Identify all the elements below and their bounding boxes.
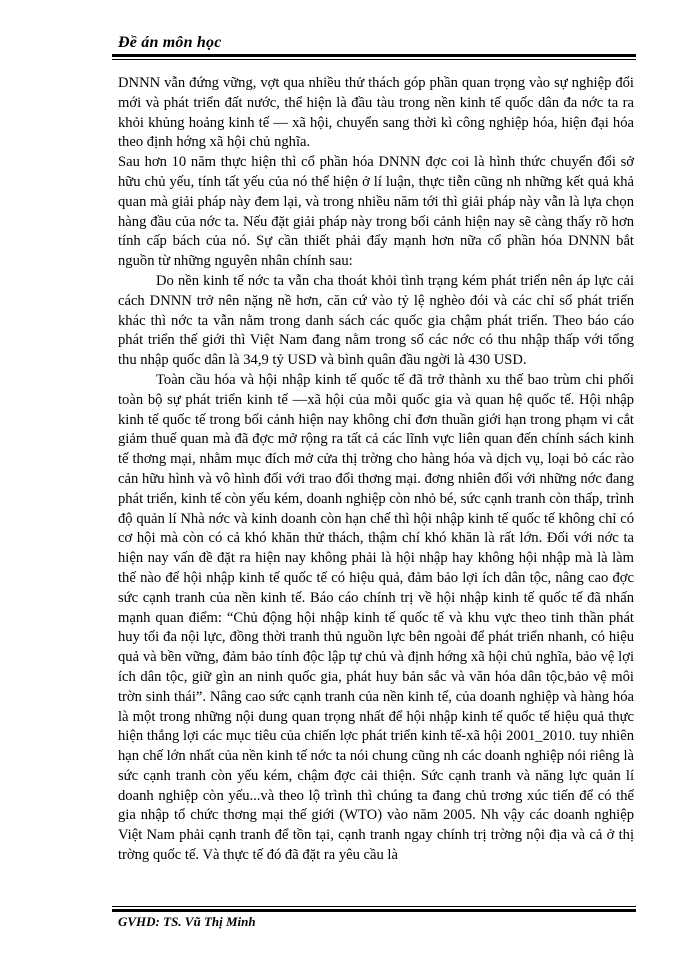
header-rule-thin: [112, 59, 636, 60]
paragraph-2: Sau hơn 10 năm thực hiện thì cổ phần hóa DNNN đợc coi là hình thức chuyển đổi sở hữu chủ yếu, tính tất yếu của nó thể hiện ở lí luận, thực tiễn cũng nh những kết quả khả quan mà giải pháp này đem lại, và trong nhiều năm tới thì giải pháp này vẫn là lựa chọn hàng đầu của nớc ta. Nếu đặt giải pháp này trong bối cảnh hiện nay sẽ càng thấy rõ hơn tính cấp bách của nó. Sự cần thiết phải đẩy mạnh hơn nữa cổ phần hóa DNNN bắt nguồn từ những nguyên nhân chính sau:: [118, 154, 634, 270]
footer-rule-thin: [112, 906, 636, 907]
paragraph-3: Do nền kinh tế nớc ta vẫn cha thoát khỏi tình trạng kém phát triển nên áp lực cải cách DNNN trở nên nặng nề hơn, căn cứ vào tỷ lệ nghèo đói và các chỉ số phát triển khác thì nớc ta vẫn nằm trong danh sách các quốc gia chậm phát triển. Theo báo cáo phát triển thế giới thì Việt Nam đang nằm trong số các nớc có thu nhập thấp với tổng thu nhập quốc dân là 34,9 tỷ USD và bình quân đầu ngời là 430 USD.: [118, 272, 634, 369]
page-header-title: Đề án môn học: [118, 34, 222, 51]
paragraph-4: Toàn cầu hóa và hội nhập kinh tế quốc tế đã trở thành xu thế bao trùm chi phối toàn bộ sự phát triển kinh tế —xã hội của mỗi quốc gia và quan hệ quốc tế. Hội nhập kinh tế quốc tế trong bối cảnh hiện nay không chỉ đơn thuần giới hạn trong phạm vi cắt giảm thuế quan mà đã đợc mở rộng ra tất cả các lĩnh vực liên quan đến chính sách kinh tế thơng mại, nhằm mục đích mở cửa thị trờng cho hàng hóa và dịch vụ, loại bỏ các rào cản hữu hình và vô hình đối với trao đổi thơng mại. đơng nhiên đối với những nớc đang phát triển, kinh tế còn yếu kém, doanh nghiệp còn nhỏ bé, sức cạnh tranh còn thấp, trình độ quản lí Nhà nớc và kinh doanh còn hạn chế thì hội nhập kinh tế quốc tế không chỉ có cơ hội mà còn có cả khó khăn thử thách, thậm chí khó khăn là rất lớn. Đối với nớc ta hiện nay vấn đề đặt ra hiện nay không phải là hội nhập hay không hội nhập mà là làm thế nào để hội nhập kinh tế quốc tế có hiệu quả, đảm bảo lợi ích dân tộc, nâng cao đợc sức cạnh tranh của nền kinh tế. Báo cáo chính trị về hội nhập kinh tế quốc tế đã nhấn mạnh quan điểm: “Chủ động hội nhập kinh tế quốc tế và khu vực theo tinh thần phát huy tối đa nội lực, đồng thời tranh thủ nguồn lực bên ngoài để phát triển nhanh, có hiệu quả và bền vững, đảm bảo tính độc lập tự chủ và định hớng xã hội chủ nghĩa, bảo vệ lợi ích dân tộc, giữ gìn an ninh quốc gia, phát huy bản sắc và văn hóa dân tộc,bảo vệ môi trờn sinh thái”. Nâng cao sức cạnh tranh của nền kinh tế, của doanh nghiệp và hàng hóa là một trong những nội dung quan trọng nhất để hội nhập kinh tế quốc tế hiệu quả thực hiện thắng lợi các mục tiêu của chiến lợc phát triển kinh tế-xã hội 2001_2010. tuy nhiên hạn chế lớn nhất của nền kinh tế nớc ta nói chung cũng nh các doanh nghiệp nói riêng là sức cạnh tranh còn yếu kém, chậm đợc cải thiện. Sức cạnh tranh và năng lực quản lí doanh nghiệp còn yếu...và theo lộ trình thì chúng ta đang chủ trơng xúc tiến để có thể gia nhập tổ chức thơng mại thế giới (WTO) vào năm 2005. Nh vậy các doanh nghiệp Việt Nam phải cạnh tranh để tồn tại, cạnh tranh ngay chính trị trờng nội địa và cả ở thị trờng quốc tế. Và thực tế đó đã đặt ra yêu cầu là: [118, 371, 634, 864]
header-rule-thick: [112, 54, 636, 57]
footer-rule-thick: [112, 909, 636, 912]
page-footer-advisor: GVHD: TS. Vũ Thị Minh: [118, 914, 256, 929]
paragraph-1: DNNN vẫn đứng vững, vợt qua nhiều thử thách góp phần quan trọng vào sự nghiệp đổi mới và phát triển đất nước, thể hiện là đầu tàu trong nền kinh tế quốc dân đa nớc ta ra khỏi khủng hoảng kinh tế — xã hội, chuyển sang thời kì công nghiệp hóa, hiện đại hóa theo định hớng xã hội chủ nghĩa.: [118, 75, 634, 151]
body-text: [118, 74, 634, 866]
